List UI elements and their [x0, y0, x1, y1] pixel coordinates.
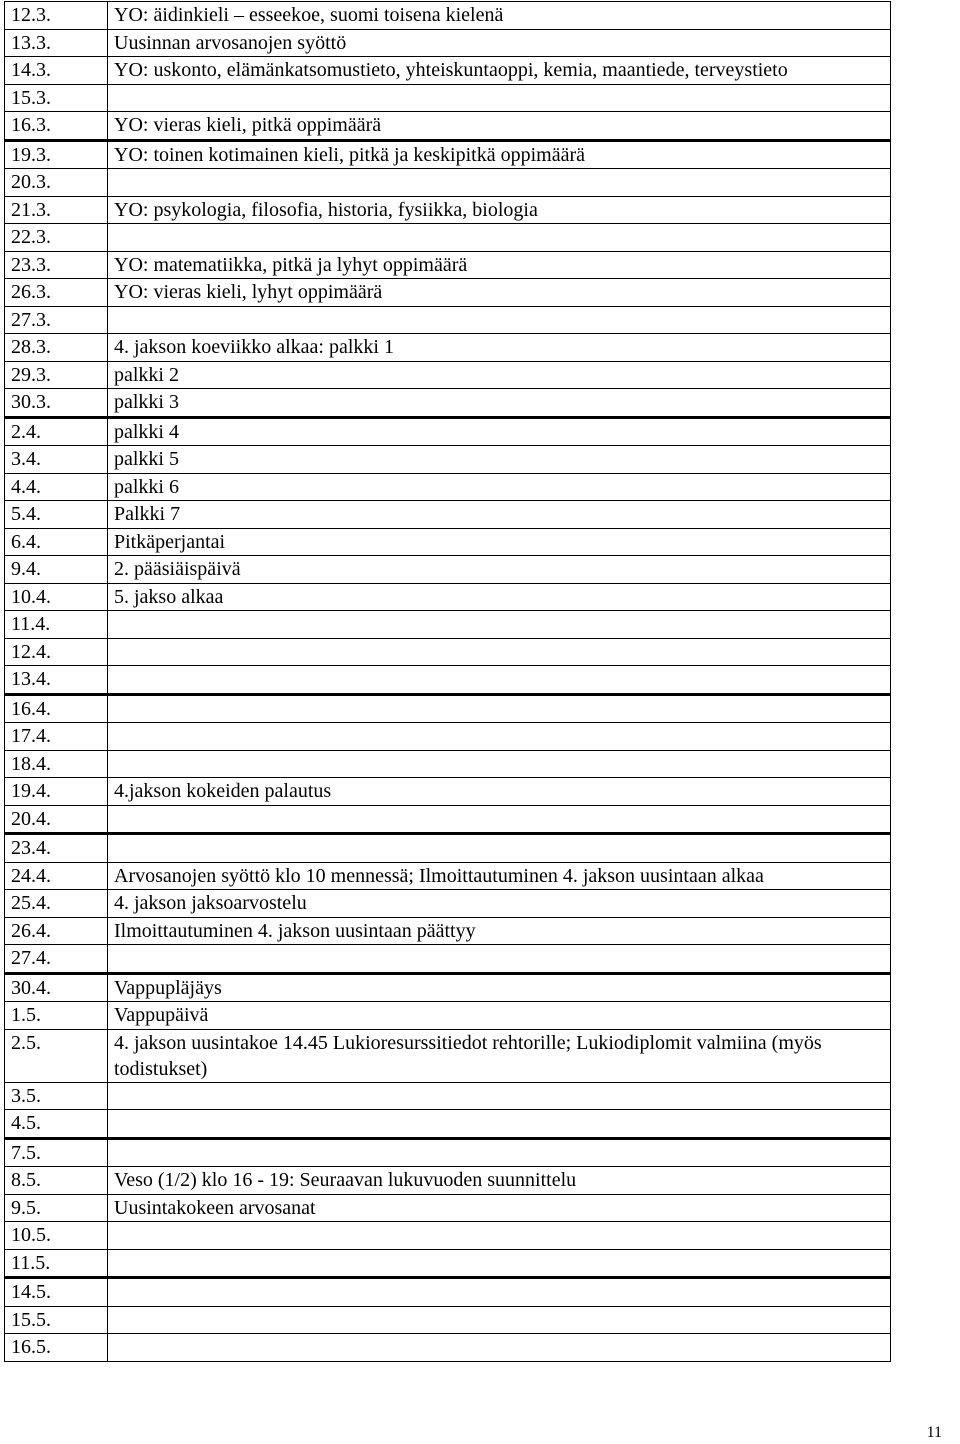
date-cell: 15.5. [5, 1306, 108, 1334]
event-cell: palkki 2 [108, 361, 891, 389]
date-cell: 27.4. [5, 945, 108, 974]
event-cell [108, 1082, 891, 1110]
table-row [5, 1194, 891, 1222]
table-row [5, 945, 891, 974]
date-cell: 21.3. [5, 196, 108, 224]
table-row [5, 556, 891, 584]
date-cell: 19.3. [5, 140, 108, 169]
event-cell [108, 694, 891, 723]
event-cell: 2. pääsiäispäivä [108, 556, 891, 584]
table-row [5, 501, 891, 529]
table-row [5, 694, 891, 723]
event-cell: 4. jakson jaksoarvostelu [108, 890, 891, 918]
date-cell: 5.4. [5, 501, 108, 529]
date-cell: 4.5. [5, 1110, 108, 1139]
event-cell: Veso (1/2) klo 16 - 19: Seuraavan lukuvuoden suunnittelu [108, 1167, 891, 1195]
event-cell: Ilmoittautuminen 4. jakson uusintaan päättyy [108, 917, 891, 945]
event-cell [108, 1138, 891, 1167]
event-cell [108, 945, 891, 974]
date-cell: 15.3. [5, 84, 108, 112]
event-cell: palkki 3 [108, 389, 891, 418]
table-row [5, 1222, 891, 1250]
date-cell: 26.3. [5, 279, 108, 307]
table-row [5, 583, 891, 611]
event-cell: Vappupläjäys [108, 973, 891, 1002]
table-row [5, 389, 891, 418]
date-cell: 7.5. [5, 1138, 108, 1167]
table-row [5, 778, 891, 806]
table-row [5, 1002, 891, 1030]
date-cell: 8.5. [5, 1167, 108, 1195]
event-cell: palkki 5 [108, 446, 891, 474]
date-cell: 14.3. [5, 57, 108, 85]
date-cell: 28.3. [5, 334, 108, 362]
table-row [5, 1110, 891, 1139]
date-cell: 13.3. [5, 29, 108, 57]
date-cell: 23.4. [5, 834, 108, 863]
event-cell [108, 1249, 891, 1278]
table-row [5, 638, 891, 666]
table-row [5, 1167, 891, 1195]
event-cell [108, 84, 891, 112]
table-row [5, 224, 891, 252]
event-cell [108, 1110, 891, 1139]
date-cell: 16.3. [5, 112, 108, 141]
calendar-table [4, 1, 891, 1362]
date-cell: 3.4. [5, 446, 108, 474]
date-cell: 22.3. [5, 224, 108, 252]
event-cell: Uusintakokeen arvosanat [108, 1194, 891, 1222]
event-cell: YO: vieras kieli, pitkä oppimäärä [108, 112, 891, 141]
date-cell: 11.5. [5, 1249, 108, 1278]
date-cell: 24.4. [5, 862, 108, 890]
table-row [5, 57, 891, 85]
table-row [5, 251, 891, 279]
table-row [5, 29, 891, 57]
date-cell: 10.5. [5, 1222, 108, 1250]
table-row [5, 1306, 891, 1334]
date-cell: 30.4. [5, 973, 108, 1002]
table-row [5, 834, 891, 863]
table-row [5, 805, 891, 834]
event-cell: 4. jakson koeviikko alkaa: palkki 1 [108, 334, 891, 362]
event-cell [108, 666, 891, 695]
event-cell [108, 306, 891, 334]
date-cell: 16.5. [5, 1334, 108, 1362]
event-cell [108, 224, 891, 252]
table-row [5, 140, 891, 169]
event-cell [108, 1278, 891, 1307]
event-cell [108, 805, 891, 834]
date-cell: 9.4. [5, 556, 108, 584]
date-cell: 2.5. [5, 1029, 108, 1082]
date-cell: 23.3. [5, 251, 108, 279]
date-cell: 19.4. [5, 778, 108, 806]
event-cell: 4.jakson kokeiden palautus [108, 778, 891, 806]
date-cell: 25.4. [5, 890, 108, 918]
event-cell: YO: toinen kotimainen kieli, pitkä ja keskipitkä oppimäärä [108, 140, 891, 169]
event-cell: YO: vieras kieli, lyhyt oppimäärä [108, 279, 891, 307]
table-row [5, 1138, 891, 1167]
table-row [5, 112, 891, 141]
table-row [5, 169, 891, 197]
event-cell: Palkki 7 [108, 501, 891, 529]
event-cell: YO: psykologia, filosofia, historia, fysiikka, biologia [108, 196, 891, 224]
table-row [5, 666, 891, 695]
event-cell [108, 1306, 891, 1334]
event-cell [108, 1334, 891, 1362]
date-cell: 3.5. [5, 1082, 108, 1110]
event-cell [108, 750, 891, 778]
table-row [5, 917, 891, 945]
table-row [5, 1082, 891, 1110]
event-cell: Pitkäperjantai [108, 528, 891, 556]
table-row [5, 84, 891, 112]
table-row [5, 611, 891, 639]
event-cell [108, 834, 891, 863]
date-cell: 18.4. [5, 750, 108, 778]
event-cell: Vappupäivä [108, 1002, 891, 1030]
table-row [5, 1278, 891, 1307]
event-cell [108, 638, 891, 666]
date-cell: 2.4. [5, 417, 108, 446]
date-cell: 1.5. [5, 1002, 108, 1030]
table-row [5, 306, 891, 334]
date-cell: 12.3. [5, 2, 108, 30]
date-cell: 10.4. [5, 583, 108, 611]
event-cell [108, 723, 891, 751]
table-row [5, 196, 891, 224]
table-row [5, 890, 891, 918]
event-cell: 5. jakso alkaa [108, 583, 891, 611]
date-cell: 12.4. [5, 638, 108, 666]
table-row [5, 361, 891, 389]
event-cell [108, 611, 891, 639]
event-cell: 4. jakson uusintakoe 14.45 Lukioresurssitiedot rehtorille; Lukiodiplomit valmiina (myös todistukset) [108, 1029, 891, 1082]
event-cell: YO: uskonto, elämänkatsomustieto, yhteiskuntaoppi, kemia, maantiede, terveystieto [108, 57, 891, 85]
table-row [5, 334, 891, 362]
event-cell [108, 169, 891, 197]
table-row [5, 723, 891, 751]
event-cell: palkki 6 [108, 473, 891, 501]
date-cell: 14.5. [5, 1278, 108, 1307]
table-row [5, 1249, 891, 1278]
table-row [5, 446, 891, 474]
table-row [5, 1334, 891, 1362]
event-cell: Arvosanojen syöttö klo 10 mennessä; Ilmoittautuminen 4. jakson uusintaan alkaa [108, 862, 891, 890]
table-row [5, 417, 891, 446]
table-row [5, 973, 891, 1002]
date-cell: 30.3. [5, 389, 108, 418]
table-row [5, 750, 891, 778]
table-row [5, 2, 891, 30]
date-cell: 20.4. [5, 805, 108, 834]
event-cell: palkki 4 [108, 417, 891, 446]
event-cell [108, 1222, 891, 1250]
date-cell: 13.4. [5, 666, 108, 695]
date-cell: 29.3. [5, 361, 108, 389]
table-row [5, 473, 891, 501]
event-cell: YO: matematiikka, pitkä ja lyhyt oppimäärä [108, 251, 891, 279]
table-row [5, 1029, 891, 1082]
date-cell: 11.4. [5, 611, 108, 639]
date-cell: 17.4. [5, 723, 108, 751]
date-cell: 27.3. [5, 306, 108, 334]
date-cell: 9.5. [5, 1194, 108, 1222]
date-cell: 4.4. [5, 473, 108, 501]
page-number: 11 [926, 1424, 942, 1441]
date-cell: 6.4. [5, 528, 108, 556]
calendar-body [5, 2, 891, 1362]
table-row [5, 528, 891, 556]
date-cell: 16.4. [5, 694, 108, 723]
event-cell: Uusinnan arvosanojen syöttö [108, 29, 891, 57]
date-cell: 26.4. [5, 917, 108, 945]
table-row [5, 862, 891, 890]
table-row [5, 279, 891, 307]
event-cell: YO: äidinkieli – esseekoe, suomi toisena kielenä [108, 2, 891, 30]
date-cell: 20.3. [5, 169, 108, 197]
